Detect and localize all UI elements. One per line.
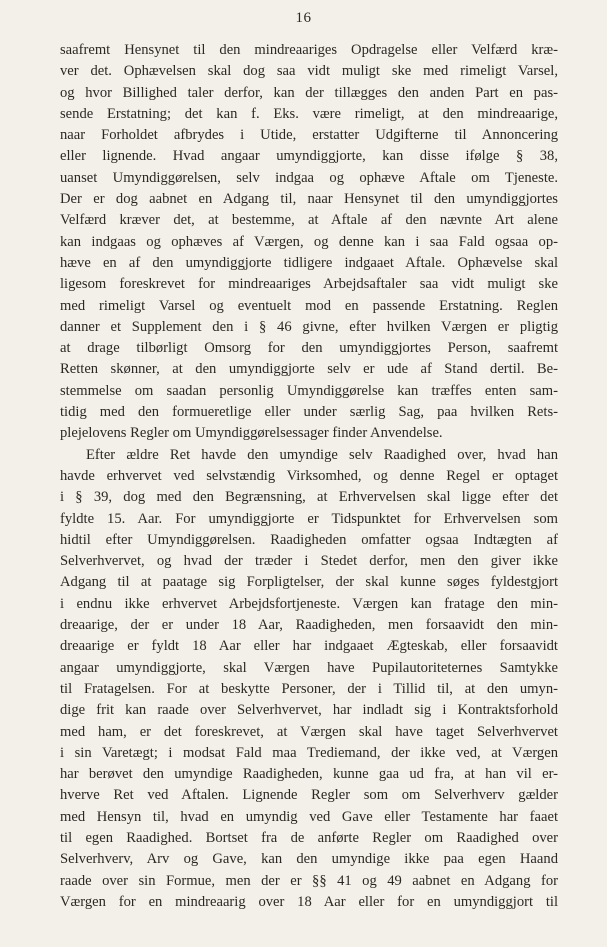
text-line: dige frit kan raade over Selverhvervet, har indladt sig i Kontraktsforhold xyxy=(60,702,558,719)
page-number: 16 xyxy=(295,10,312,26)
text-line: saafremt Hensynet til den mindreaariges Opdragelse eller Velfærd kræ- xyxy=(60,42,558,58)
text-line: har berøvet den umyndige Raadigheden, kunne gaa ud fra, at han vil er- xyxy=(60,766,558,783)
text-line: uanset Umyndiggørelsen, selv indgaa og ophæve Aftale om Tjeneste. xyxy=(60,169,558,186)
text-line: fyldte 15. Aar. For umyndiggjorte er Tidspunktet for Erhvervelsen som xyxy=(60,510,558,527)
text-line: i § 39, dog med den Begrænsning, at Erhvervelsen skal ligge efter det xyxy=(60,489,558,506)
text-line: ver det. Ophævelsen skal dog saa vidt muligt ske med rimeligt Varsel, xyxy=(60,63,558,80)
text-line: Efter ældre Ret havde den umyndige selv Raadighed over, hvad han xyxy=(86,446,558,463)
text-line: Velfærd kræver det, at bestemme, at Aftale af den nævnte Art alene xyxy=(60,212,558,229)
text-line: hæve en af den umyndiggjorte tidligere indgaaet Aftale. Ophævelse skal xyxy=(60,254,558,271)
text-line: Der er dog aabnet en Adgang til, naar Hensynet til den umyndiggjortes xyxy=(60,191,558,208)
text-line: sende Erstatning; det kan f. Eks. være rimeligt, at den mindreaarige, xyxy=(60,105,558,122)
text-line: i sin Varetægt; i modsat Fald maa Trediemand, der ikke ved, at Værgen xyxy=(60,744,558,761)
text-line: hidtil efter Umyndiggørelsen. Raadigheden omfatter ogsaa Indtægten af xyxy=(60,531,558,548)
text-line: naar Forholdet afbrydes i Utide, erstatter Udgifterne til Annoncering xyxy=(60,127,558,144)
text-line: til Fratagelsen. For at beskytte Personer, der i Tillid til, at den umyn- xyxy=(60,680,558,697)
text-line: havde erhvervet ved selvstændig Virksomhed, og denne Regel er optaget xyxy=(60,467,558,484)
text-line: Selverhvervet, og hvad der træder i Stedet derfor, men den giver ikke xyxy=(60,553,558,570)
text-line: Adgang til at paatage sig Forpligtelser, der skal kunne søges fyldestgjort xyxy=(60,574,558,591)
text-line: kan indgaas og ophæves af Værgen, og denne kan i saa Fald ogsaa op- xyxy=(60,233,558,250)
text-line: eller lignende. Hvad angaar umyndiggjorte, kan disse ifølge § 38, xyxy=(60,148,558,165)
text-line: Selverhverv, Arv og Gave, kan den umyndige ikke paa egen Haand xyxy=(60,851,558,868)
text-line: tidig med den formueretlige eller under særlig Sag, paa hvilken Rets- xyxy=(60,404,558,421)
text-line: i endnu ikke erhvervet Arbejdsfortjeneste. Værgen kan fratage den min- xyxy=(60,595,558,612)
text-line: danner et Supplement den i § 46 givne, efter hvilken Værgen er pligtig xyxy=(60,318,558,335)
text-line: Retten skønner, at den umyndiggjorte selv er ude af Stand dertil. Be- xyxy=(60,361,558,378)
text-line: og hvor Billighed taler derfor, kan der tillægges den anden Part en pas- xyxy=(60,84,558,101)
text-line: med ham, er det foreskrevet, at Værgen skal have taget Selverhvervet xyxy=(60,723,558,740)
text-line: hverve Ret ved Aftalen. Lignende Regler som om Selverhverv gælder xyxy=(60,787,558,804)
text-line: dreaarige er fyldt 18 Aar eller har indgaaet Ægteskab, eller forsaavidt xyxy=(60,638,558,655)
text-line: med rimeligt Varsel og eventuelt mod en passende Erstatning. Reglen xyxy=(60,297,558,314)
text-line: med Hensyn til, hvad en umyndig ved Gave eller Testamente har faaet xyxy=(60,808,558,825)
text-line: plejelovens Regler om Umyndiggørelsessager finder Anvendelse. xyxy=(60,425,443,442)
text-line: ligesom foreskrevet for mindreaariges Arbejdsaftaler saa vidt muligt ske xyxy=(60,276,558,293)
text-line: raade over sin Formue, men der er §§ 41 og 49 aabnet en Adgang for xyxy=(60,872,558,889)
text-line: Værgen for en mindreaarig over 18 Aar eller for en umyndiggjort til xyxy=(60,893,558,910)
text-line: at drage tilbørligt Omsorg for den umyndiggjortes Person, saafremt xyxy=(60,340,558,357)
text-line: dreaarige, der er under 18 Aar, Raadigheden, men forsaavidt den min- xyxy=(60,617,558,634)
text-line: til egen Raadighed. Bortset fra de anførte Regler om Raadighed over xyxy=(60,829,558,846)
text-line: stemmelse om saadan personlig Umyndiggørelse kan træffes enten sam- xyxy=(60,382,558,399)
text-line: angaar umyndiggjorte, skal Værgen have Pupilautoriteternes Samtykke xyxy=(60,659,558,676)
body-text xyxy=(60,40,558,913)
